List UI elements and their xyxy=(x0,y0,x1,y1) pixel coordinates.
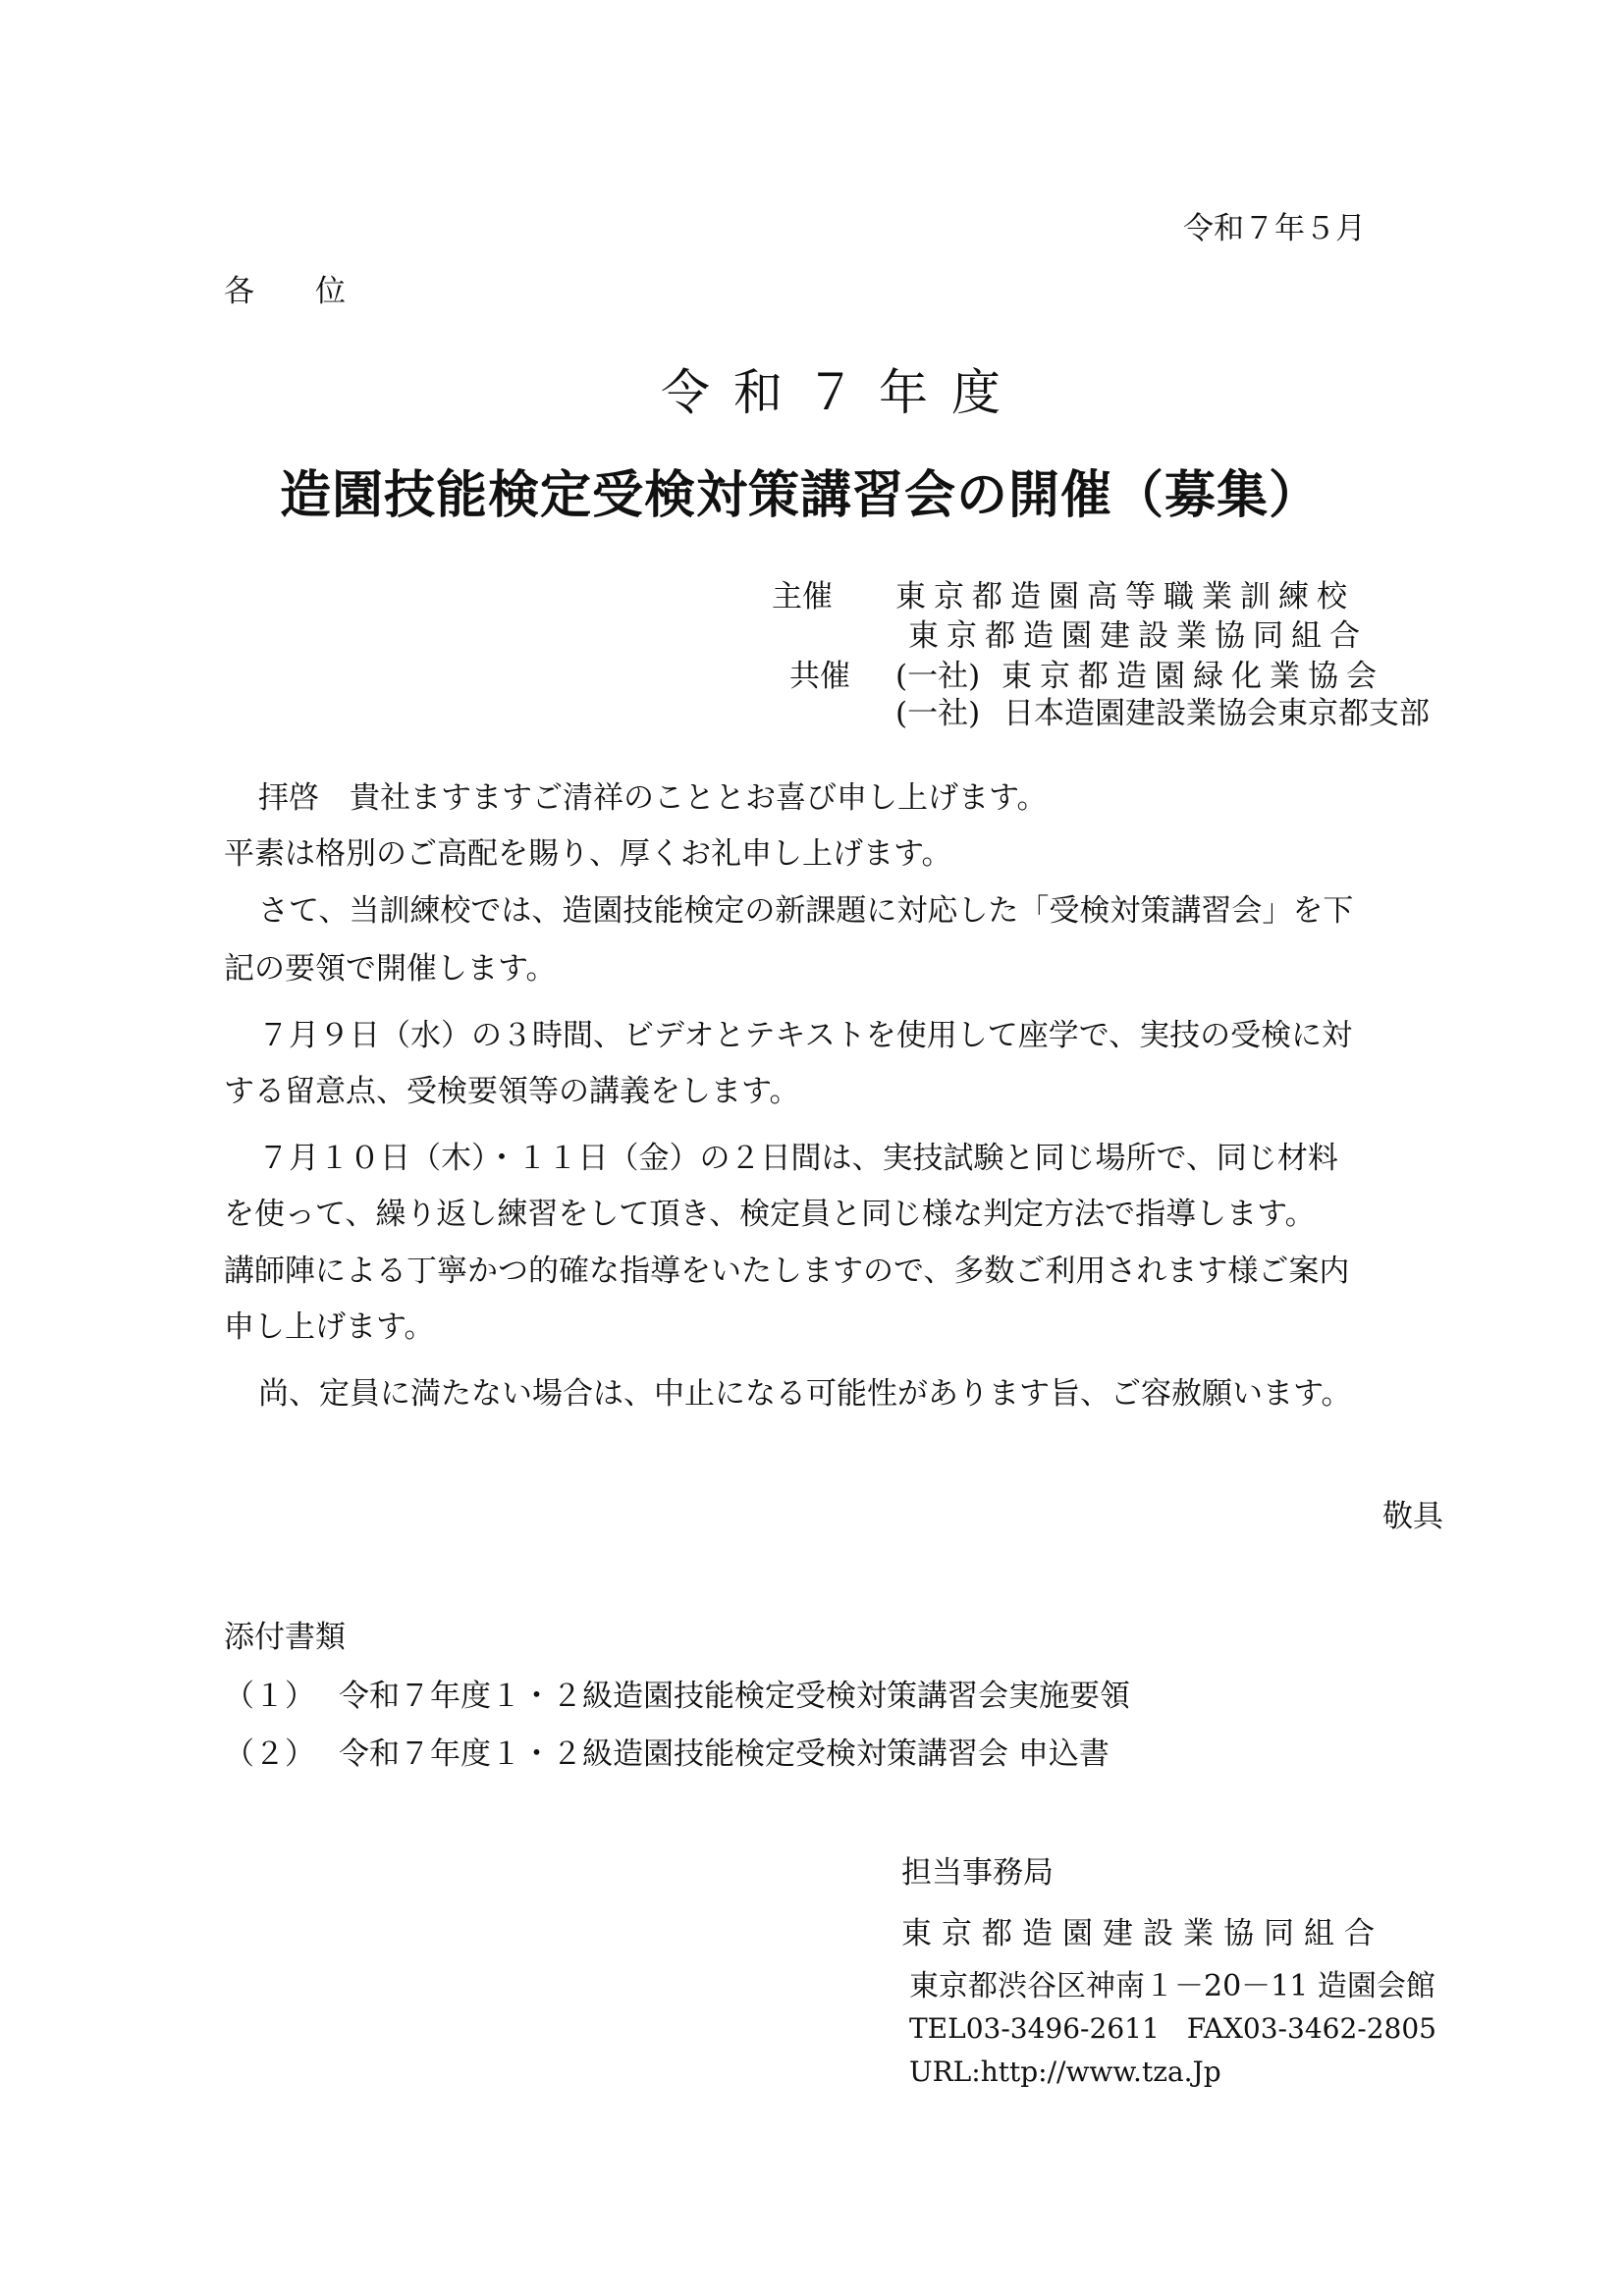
attachment-1-text: 令和７年度１・２級造園技能検定受検対策講習会実施要領 xyxy=(339,1679,1130,1714)
body-line-5: ７月９日（水）の３時間、ビデオとテキストを使用して座学で、実技の受検に対 xyxy=(258,1018,1353,1053)
host-1: 東京都造園高等職業訓練校 xyxy=(895,579,1355,614)
cohost-1: 東京都造園緑化業協会 xyxy=(1001,659,1384,694)
body-line-1: 拝啓 貴社ますますご清祥のこととお喜び申し上げます。 xyxy=(258,780,1048,816)
attachment-2-text: 令和７年度１・２級造園技能検定受検対策講習会 申込書 xyxy=(339,1736,1110,1772)
addressee: 各 位 xyxy=(224,274,346,309)
title-year: 令和７年度 xyxy=(661,364,1024,421)
document-date: 令和７年５月 xyxy=(1183,211,1366,246)
cohost-1-prefix: (一社) xyxy=(895,659,981,694)
contact-address: 東京都渋谷区神南１－20－11 造園会館 xyxy=(909,1969,1435,2003)
body-line-10: 申し上げます。 xyxy=(224,1309,435,1345)
contact-label: 担当事務局 xyxy=(901,1855,1054,1891)
body-line-2: 平素は格別のご高配を賜り、厚くお礼申し上げます。 xyxy=(224,836,952,872)
host-2: 東京都造園建設業協同組合 xyxy=(908,618,1368,654)
attachments-heading: 添付書類 xyxy=(224,1620,346,1655)
contact-org: 東京都造園建設業協同組合 xyxy=(901,1916,1384,1951)
cohost-2: 日本造園建設業協会東京都支部 xyxy=(1003,696,1430,731)
attachment-2-num: （２） xyxy=(224,1736,315,1772)
body-line-7: ７月１０日（木）・１１日（金）の２日間は、実技試験と同じ場所で、同じ材料 xyxy=(258,1141,1338,1176)
body-line-8: を使って、繰り返し練習をして頂き、検定員と同じ様な判定方法で指導します。 xyxy=(224,1197,1316,1232)
contact-phone-fax: TEL03-3496-2611 FAX03-3462-2805 xyxy=(909,2012,1436,2045)
contact-url[interactable]: URL:http://www.tza.Jp xyxy=(909,2056,1221,2088)
closing-keigu: 敬具 xyxy=(1382,1499,1443,1534)
page-title: 造園技能検定受検対策講習会の開催（募集） xyxy=(280,466,1322,525)
cohost-2-prefix: (一社) xyxy=(895,696,981,731)
body-line-3: さて、当訓練校では、造園技能検定の新課題に対応した「受検対策講習会」を下 xyxy=(258,893,1354,929)
body-line-9: 講師陣による丁寧かつ的確な指導をいたしますので、多数ご利用されます様ご案内 xyxy=(224,1254,1350,1289)
body-line-11: 尚、定員に満たない場合は、中止になる可能性があります旨、ご容赦願います。 xyxy=(258,1376,1352,1412)
host-label: 主催 xyxy=(772,579,833,614)
attachment-1-num: （１） xyxy=(224,1679,315,1714)
body-line-6: する留意点、受検要領等の講義をします。 xyxy=(224,1074,800,1109)
body-line-4: 記の要領で開催します。 xyxy=(224,951,557,987)
cohost-label: 共催 xyxy=(789,659,850,694)
